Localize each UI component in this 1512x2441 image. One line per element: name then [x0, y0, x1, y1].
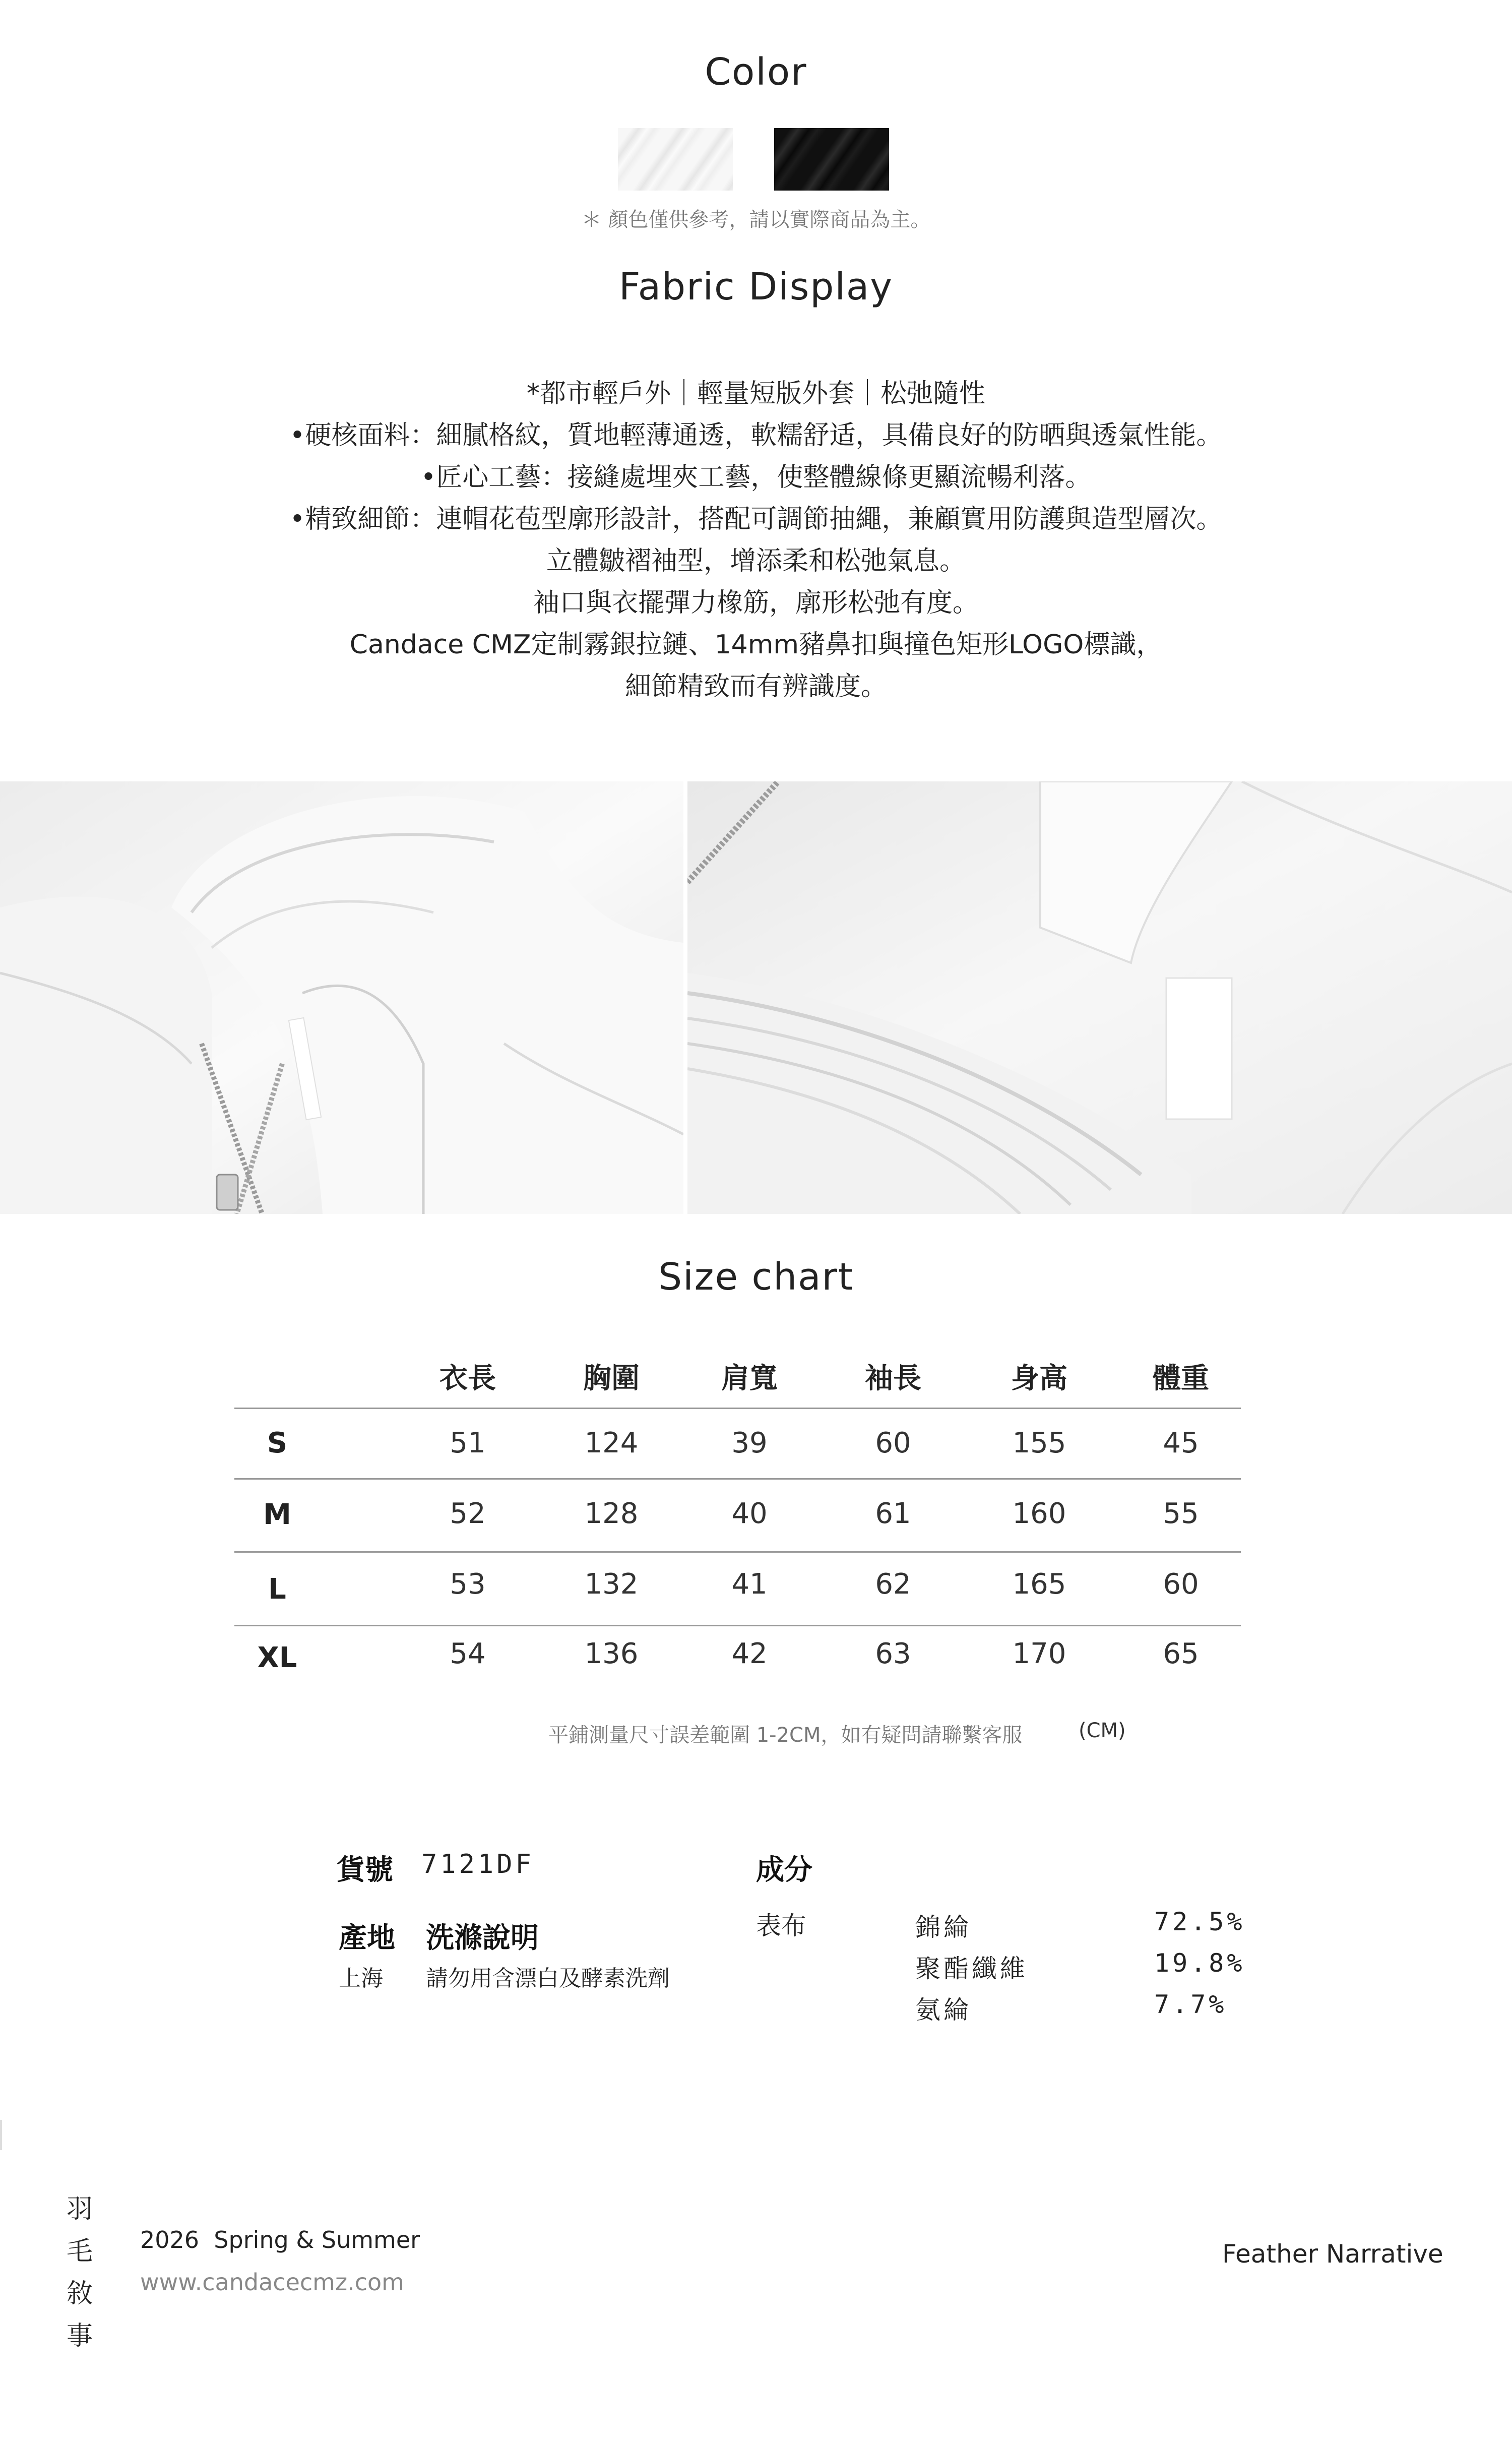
brand-char: 敘: [66, 2279, 93, 2309]
table-cell: 136: [584, 1637, 639, 1670]
material-percent: 19.8%: [1154, 1948, 1245, 1978]
header-chest: 胸圍: [583, 1362, 640, 1395]
size-unit: (CM): [1079, 1719, 1126, 1742]
item-no-label: 貨號: [337, 1854, 393, 1886]
table-cell: 41: [731, 1568, 768, 1601]
black-swatch[interactable]: [774, 128, 889, 191]
header-shoulder: 肩寬: [721, 1362, 778, 1395]
material-percent: 7.7%: [1154, 1990, 1227, 2019]
material-percent: 72.5%: [1154, 1907, 1245, 1936]
edge-mark: [0, 2120, 2, 2150]
size-label: M: [263, 1498, 291, 1531]
table-cell: 53: [450, 1568, 486, 1601]
size-chart-title: Size chart: [658, 1255, 854, 1299]
table-cell: 132: [584, 1568, 639, 1601]
table-cell: 39: [731, 1427, 768, 1459]
material-name: 聚酯纖維: [915, 1954, 1028, 1983]
fabric-line: 細節精致而有辨識度。: [624, 672, 887, 702]
white-swatch[interactable]: [618, 128, 733, 191]
table-cell: 52: [450, 1497, 486, 1530]
header-length: 衣長: [439, 1362, 496, 1395]
table-cell: 124: [584, 1427, 639, 1459]
brand-vertical: [65, 2188, 95, 2357]
origin-value: 上海: [339, 1966, 383, 1991]
table-cell: 60: [875, 1427, 911, 1459]
fabric-line: •匠心工藝：接縫處埋夾工藝，使整體線條更顯流暢利落。: [420, 462, 1092, 493]
header-weight: 體重: [1153, 1362, 1209, 1395]
size-label: L: [268, 1573, 286, 1606]
website-link[interactable]: www.candacecmz.com: [140, 2269, 404, 2296]
table-cell: 55: [1163, 1497, 1199, 1530]
table-divider: [234, 1551, 1241, 1553]
table-cell: 160: [1012, 1497, 1066, 1530]
wash-value: 請勿用含漂白及酵素洗劑: [426, 1966, 670, 1991]
size-label: XL: [257, 1641, 297, 1674]
table-cell: 155: [1012, 1427, 1066, 1459]
material-name: 氨綸: [915, 1995, 972, 2025]
size-note: 平鋪測量尺寸誤差範圍 1-2CM，如有疑問請聯繫客服: [548, 1724, 1023, 1747]
header-sleeve: 袖長: [865, 1362, 921, 1395]
header-height: 身高: [1011, 1362, 1067, 1395]
item-no-value: 7121DF: [421, 1849, 534, 1879]
table-cell: 42: [731, 1637, 768, 1670]
color-note: ＊ 顏色僅供參考，請以實際商品為主。: [581, 208, 931, 231]
table-divider: [234, 1478, 1241, 1480]
fabric-line: *都市輕戶外｜輕量短版外套｜松弛隨性: [526, 379, 985, 409]
hood-detail-photo: [0, 781, 683, 1214]
wash-label: 洗滌說明: [426, 1922, 539, 1955]
table-cell: 63: [875, 1637, 911, 1670]
table-cell: 128: [584, 1497, 639, 1530]
hem-detail-photo: [687, 781, 1512, 1214]
table-cell: 51: [450, 1427, 486, 1459]
fabric-description: [0, 373, 1512, 708]
table-divider: [234, 1408, 1241, 1409]
table-cell: 54: [450, 1637, 486, 1670]
color-title: Color: [705, 50, 807, 94]
fabric-line: 立體皺褶袖型，增添柔和松弛氣息。: [546, 546, 966, 576]
fabric-line: •硬核面料：細膩格紋，質地輕薄通透，軟糯舒适，具備良好的防晒與透氣性能。: [289, 420, 1223, 451]
collection-name: Feather Narrative: [1222, 2239, 1443, 2269]
brand-char: 毛: [66, 2236, 93, 2267]
brand-char: 羽: [66, 2194, 93, 2224]
table-divider: [234, 1625, 1241, 1626]
table-cell: 61: [875, 1497, 911, 1530]
composition-label: 成分: [756, 1854, 812, 1886]
table-cell: 45: [1163, 1427, 1199, 1459]
table-cell: 62: [875, 1568, 911, 1601]
origin-label: 產地: [339, 1922, 395, 1955]
table-cell: 170: [1012, 1637, 1066, 1670]
fabric-line: 袖口與衣擺彈力橡筋，廓形松弛有度。: [533, 588, 979, 618]
fabric-line: •精致細節：連帽花苞型廓形設計，搭配可調節抽繩，兼顧實用防護與造型層次。: [289, 504, 1223, 534]
brand-char: 事: [66, 2321, 93, 2351]
fabric-title: Fabric Display: [618, 265, 894, 309]
material-name: 錦綸: [915, 1913, 972, 1942]
season-text: 2026 Spring & Summer: [140, 2226, 420, 2253]
table-cell: 60: [1163, 1568, 1199, 1601]
table-cell: 65: [1163, 1637, 1199, 1670]
composition-part: 表布: [756, 1911, 806, 1940]
table-cell: 165: [1012, 1568, 1066, 1601]
fabric-line: Candace CMZ定制霧銀拉鏈、14mm豬鼻扣與撞色矩形LOGO標識，: [349, 630, 1163, 660]
table-cell: 40: [731, 1497, 768, 1530]
size-label: S: [267, 1427, 288, 1459]
